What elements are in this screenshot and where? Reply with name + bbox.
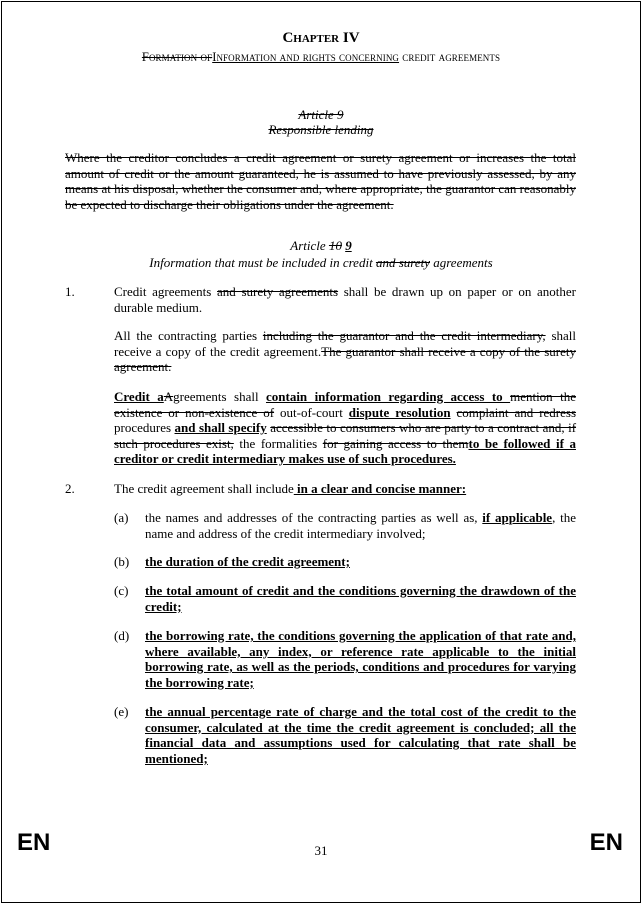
item-a-text	[145, 510, 576, 541]
item-a-label: (a)	[114, 510, 129, 525]
language-code-right: EN	[589, 829, 623, 856]
page-number: 31	[314, 843, 328, 858]
p1-s3-del3: complaint and redress	[456, 404, 577, 420]
p1-s3-d: procedures	[114, 420, 175, 436]
para1-sentence2	[114, 328, 576, 375]
p1-s3-del4: accessible to consumers who are party to a contract and, if such procedures exist,	[114, 420, 577, 451]
p1-s1-deleted: and surety agreements	[217, 284, 339, 299]
p1-s2-deleted: including the guarantor and the credit intermediary,	[262, 328, 546, 343]
p1-s3-a: greements shall	[173, 389, 266, 404]
article10-number-inserted: 9	[345, 238, 352, 253]
article10-number-deleted: 10	[328, 238, 342, 253]
p1-s3-ins1: Credit a	[114, 389, 164, 404]
para1-number: 1.	[65, 284, 75, 299]
article10-number	[0, 238, 642, 254]
para2-number: 2.	[65, 481, 75, 496]
article9-text: Where the creditor concludes a credit agreement or surety agreement or increases the total amount of credit or the amount guaranteed, he is assumed to have previously assessed, by any means at his disposal, whether the consumer and, where appropriate, the guarantor can reasonably be expected to discharge their obligations under the agreement.	[65, 150, 576, 212]
p1-s2-a: All the contracting parties	[114, 328, 263, 343]
article10-number-prefix: Article	[290, 238, 329, 253]
item-a-text1: the names and addresses of the contracting parties as well as,	[145, 510, 483, 525]
language-code-left: EN	[17, 829, 51, 856]
article9-number: Article 9	[298, 107, 344, 122]
article9-title: Responsible lending	[268, 122, 374, 137]
chapter-number: Chapter IV	[282, 30, 360, 46]
item-c-text: the total amount of credit and the conditions governing the drawdown of the credit;	[145, 583, 576, 614]
item-e-text: the annual percentage rate of charge and the total cost of the credit to the consumer, calculated at the time the credit agreement is concluded; all the financial data and assumptions used for calculating that rate shall be mentioned;	[145, 704, 576, 766]
p1-s1-b: shall be drawn up on paper or on another durable medium.	[114, 284, 577, 315]
p1-s3-ins5: to be followed if a creditor or credit intermediary makes use of such procedures.	[114, 435, 576, 467]
chapter-title	[0, 50, 642, 65]
para2-intro	[114, 481, 576, 497]
p1-s3-del1: A	[163, 389, 174, 404]
p2-intro-ins: in a clear and concise manner:	[293, 481, 467, 496]
article10-title	[0, 255, 642, 271]
p1-s2-deleted2: The guarantor shall receive a copy of the surety agreement.	[114, 343, 577, 375]
item-a-ins: if applicable	[482, 510, 553, 525]
item-d-text: the borrowing rate, the conditions governing the application of that rate and, where available, any index, or reference rate applicable to the initial borrowing rate, as well as the periods, conditions and procedures for varying the borrowing rate;	[145, 628, 576, 690]
article10-title-a: Information that must be included in credit	[149, 255, 376, 270]
item-a-text2: , the name and address of the credit intermediary involved;	[145, 510, 576, 541]
article10-title-deleted: and surety	[375, 255, 430, 270]
item-b-text: the duration of the credit agreement;	[145, 554, 350, 569]
p1-s2-b: shall receive a copy of the credit agreement.	[114, 328, 576, 359]
p1-s3-f: the formalities	[233, 435, 323, 451]
para1-sentence1	[114, 284, 576, 315]
item-d-label: (d)	[114, 628, 130, 643]
p1-s3-ins2: contain information regarding access to	[265, 389, 511, 404]
chapter-title-deleted: Formation of	[141, 50, 213, 64]
p1-s3-ins3: dispute resolution	[348, 404, 451, 420]
item-c-label: (c)	[114, 583, 129, 598]
p1-s3-ins4: and shall specify	[174, 420, 267, 436]
article10-title-b: agreements	[429, 255, 493, 270]
chapter-title-rest: credit agreements	[399, 50, 501, 64]
p1-s1-a: Credit agreements	[114, 284, 218, 299]
p2-intro-a: The credit agreement shall include	[114, 481, 294, 496]
para1-sentence3	[114, 389, 576, 467]
item-e-label: (e)	[114, 704, 129, 719]
p1-s3-del5: for gaining access to them	[322, 435, 469, 451]
chapter-title-inserted: Information and rights concerning	[212, 50, 400, 64]
p1-s3-del2: mention the existence or non-existence of	[114, 389, 576, 420]
item-b-label: (b)	[114, 554, 130, 569]
p1-s3-b: out-of-court	[274, 404, 349, 420]
